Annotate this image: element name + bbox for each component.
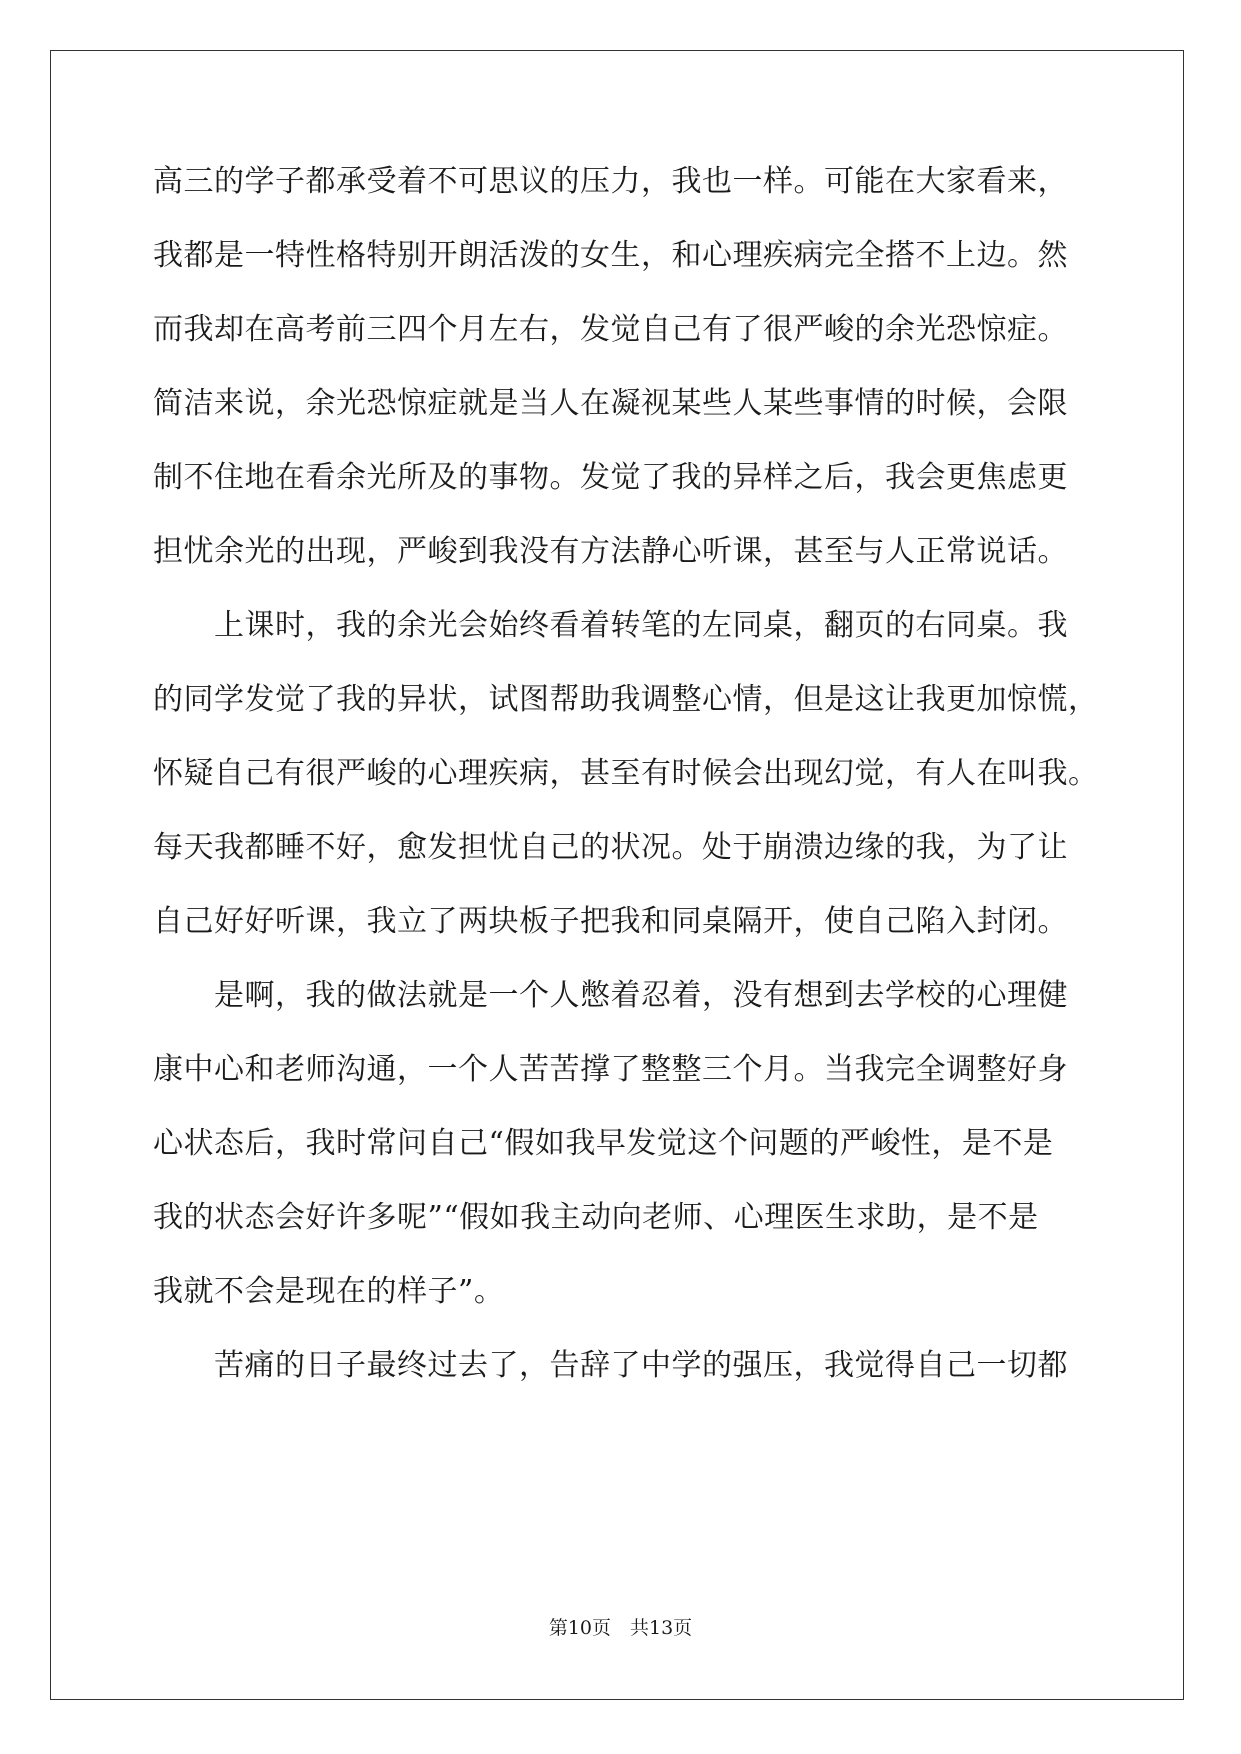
text-line: 是啊，我的做法就是一个人憋着忍着，没有想到去学校的心理健 bbox=[153, 978, 1068, 1013]
text-line: 心状态后，我时常问自己“假如我早发觉这个问题的严峻性，是不是 bbox=[153, 1126, 1054, 1161]
text-line: 每天我都睡不好，愈发担忧自己的状况。处于崩溃边缘的我，为了让 bbox=[153, 830, 1068, 865]
text-line: 担忧余光的出现，严峻到我没有方法静心听课，甚至与人正常说话。 bbox=[153, 534, 1068, 569]
text-line: 制不住地在看余光所及的事物。发觉了我的异样之后，我会更焦虑更 bbox=[153, 460, 1068, 495]
text-line: 我都是一特性格特别开朗活泼的女生，和心理疾病完全搭不上边。然 bbox=[153, 238, 1068, 273]
text-line: 我的状态会好许多呢”“假如我主动向老师、心理医生求助，是不是 bbox=[153, 1200, 1039, 1235]
text-line: 而我却在高考前三四个月左右，发觉自己有了很严峻的余光恐惊症。 bbox=[153, 312, 1068, 347]
text-line: 苦痛的日子最终过去了，告辞了中学的强压，我觉得自己一切都 bbox=[153, 1348, 1068, 1383]
text-line: 自己好好听课，我立了两块板子把我和同桌隔开，使自己陷入封闭。 bbox=[153, 904, 1068, 939]
text-line: 康中心和老师沟通，一个人苦苦撑了整整三个月。当我完全调整好身 bbox=[153, 1052, 1068, 1087]
text-line: 高三的学子都承受着不可思议的压力，我也一样。可能在大家看来， bbox=[153, 164, 1068, 199]
page-number: 第10页 共13页 bbox=[548, 1617, 693, 1639]
text-line: 上课时，我的余光会始终看着转笔的左同桌，翻页的右同桌。我 bbox=[153, 608, 1068, 643]
page-footer bbox=[0, 1616, 1241, 1640]
text-line: 怀疑自己有很严峻的心理疾病，甚至有时候会出现幻觉，有人在叫我。 bbox=[153, 756, 1099, 791]
text-line: 简洁来说，余光恐惊症就是当人在凝视某些人某些事情的时候，会限 bbox=[153, 386, 1068, 421]
text-line: 的同学发觉了我的异状，试图帮助我调整心情，但是这让我更加惊慌， bbox=[153, 682, 1099, 717]
text-line: 我就不会是现在的样子”。 bbox=[153, 1274, 505, 1309]
